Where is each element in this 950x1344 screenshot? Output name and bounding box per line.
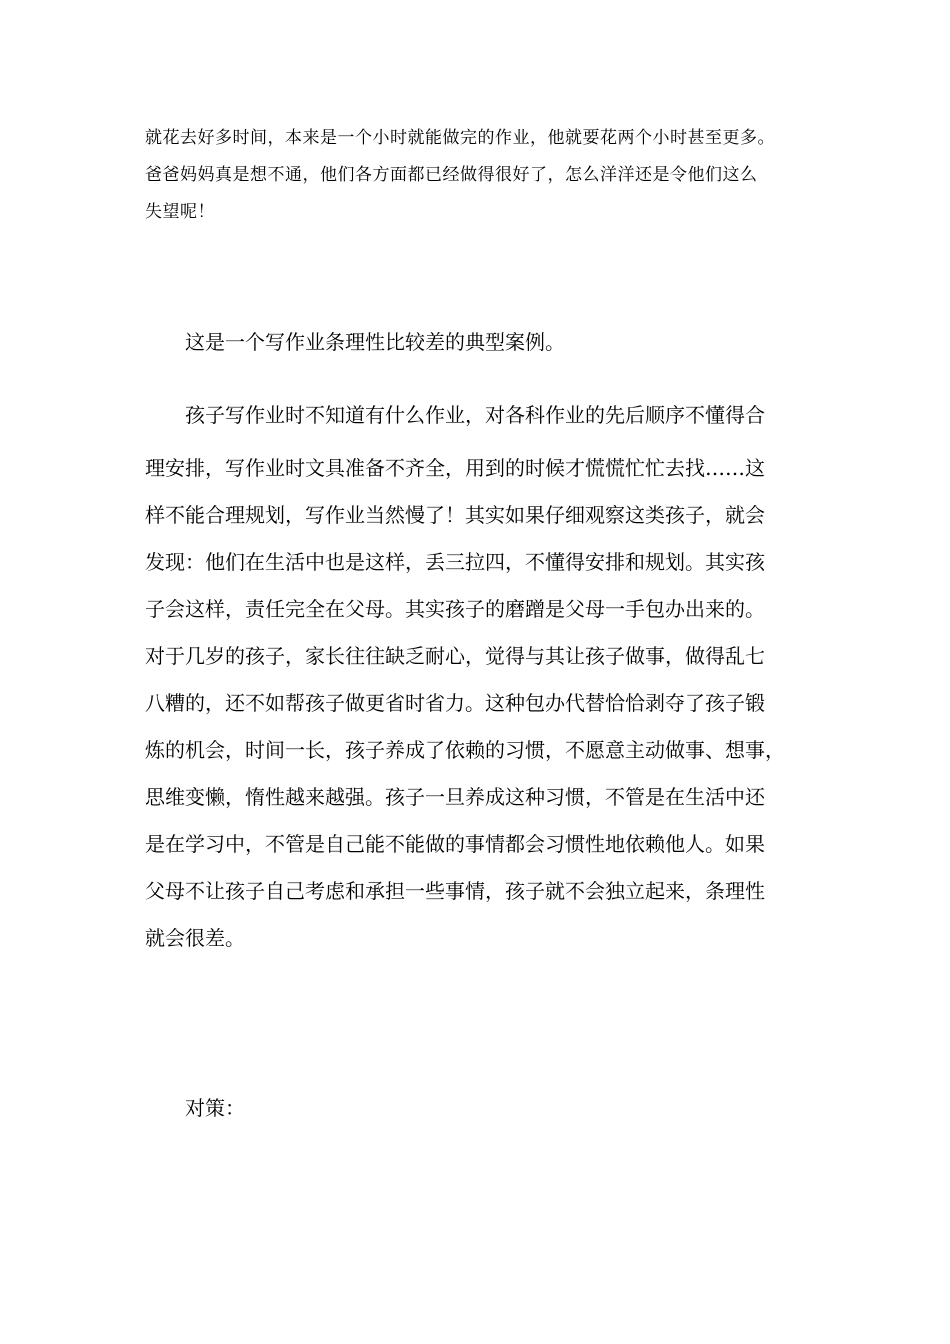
analysis-line: 理安排，写作业时文具准备不齐全，用到的时候才慌慌忙忙去找……这 xyxy=(145,456,765,480)
intro-line: 爸爸妈妈真是想不通，他们各方面都已经做得很好了，怎么洋洋还是令他们这么 xyxy=(145,165,758,185)
countermeasure-heading: 对策： xyxy=(185,1096,245,1120)
intro-line: 就花去好多时间，本来是一个小时就能做完的作业，他就要花两个小时甚至更多。 xyxy=(145,128,775,148)
analysis-line: 子会这样，责任完全在父母。其实孩子的磨蹭是父母一手包办出来的。 xyxy=(145,597,765,621)
analysis-line: 发现：他们在生活中也是这样，丢三拉四，不懂得安排和规划。其实孩 xyxy=(145,550,765,574)
analysis-line: 孩子写作业时不知道有什么作业，对各科作业的先后顺序不懂得合 xyxy=(185,403,765,427)
summary-paragraph: 这是一个写作业条理性比较差的典型案例。 xyxy=(185,330,565,354)
analysis-line: 是在学习中，不管是自己能不能做的事情都会习惯性地依赖他人。如果 xyxy=(145,832,765,856)
analysis-line: 就会很差。 xyxy=(145,926,245,950)
analysis-line: 八糟的，还不如帮孩子做更省时省力。这种包办代替恰恰剥夺了孩子锻 xyxy=(145,691,765,715)
analysis-line: 样不能合理规划，写作业当然慢了！其实如果仔细观察这类孩子，就会 xyxy=(145,503,765,527)
analysis-line: 父母不让孩子自己考虑和承担一些事情，孩子就不会独立起来，条理性 xyxy=(145,879,765,903)
analysis-line: 炼的机会，时间一长，孩子养成了依赖的习惯，不愿意主动做事、想事， xyxy=(145,738,785,762)
analysis-line: 对于几岁的孩子，家长往往缺乏耐心，觉得与其让孩子做事，做得乱七 xyxy=(145,644,765,668)
intro-line: 失望呢！ xyxy=(145,202,215,222)
analysis-line: 思维变懒，惰性越来越强。孩子一旦养成这种习惯，不管是在生活中还 xyxy=(145,785,765,809)
